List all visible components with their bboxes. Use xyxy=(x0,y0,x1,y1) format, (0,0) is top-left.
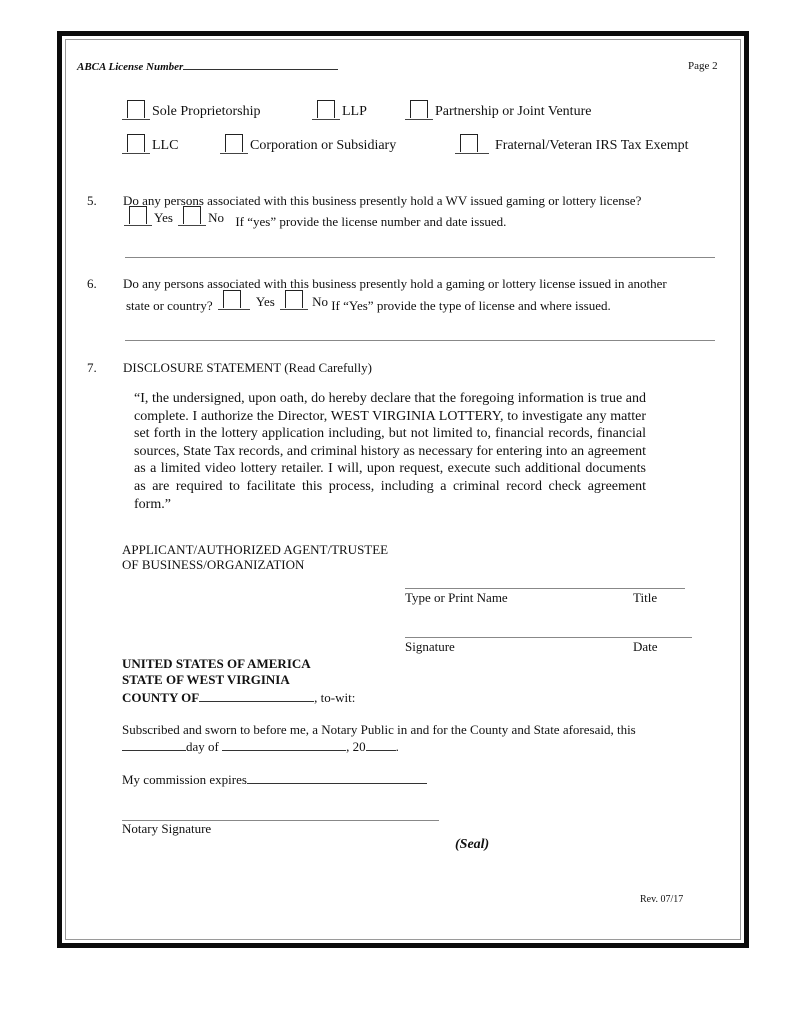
checkbox[interactable] xyxy=(220,134,248,154)
option-label: Sole Proprietorship xyxy=(152,104,261,119)
checkbox[interactable] xyxy=(312,100,340,120)
q6-question-line1: Do any persons associated with this business presently hold a gaming or lottery license issued in another xyxy=(123,276,667,291)
q5-followup: If “yes” provide the license number and date issued. xyxy=(235,214,507,229)
business-type-llc[interactable] xyxy=(122,134,178,159)
option-label: Fraternal/Veteran IRS Tax Exempt xyxy=(495,138,689,153)
q5-no-label: No xyxy=(208,210,225,225)
date-label: Date xyxy=(633,639,658,654)
option-label: LLC xyxy=(152,138,179,153)
checkbox[interactable] xyxy=(122,134,150,154)
q5-question: Do any persons associated with this business presently hold a WV issued gaming or lottery license? xyxy=(123,193,642,208)
q6-answer-row xyxy=(126,290,611,314)
license-number-label: ABCA License Number xyxy=(77,61,184,73)
business-type-fraternal[interactable] xyxy=(455,134,689,159)
business-type-llp[interactable] xyxy=(312,100,367,125)
q6-yes-checkbox[interactable] xyxy=(218,290,250,310)
q5-yes-checkbox[interactable] xyxy=(124,206,152,226)
page-number: Page 2 xyxy=(688,60,718,72)
title-label: Title xyxy=(633,590,658,605)
print-name-label: Type or Print Name xyxy=(405,590,508,605)
business-type-corporation[interactable] xyxy=(220,134,396,159)
commission-label: My commission expires xyxy=(122,772,247,787)
q6-no-label: No xyxy=(312,294,328,309)
q6-answer-line[interactable] xyxy=(125,340,715,341)
notary-state: STATE OF WEST VIRGINIA xyxy=(122,672,290,687)
commission-row xyxy=(122,771,427,788)
q6-followup: If “Yes” provide the type of license and where issued. xyxy=(331,298,611,313)
q5-answer-line[interactable] xyxy=(125,257,715,258)
month-input[interactable] xyxy=(222,738,346,751)
checkbox[interactable] xyxy=(455,134,489,154)
year-prefix: , 20 xyxy=(346,739,366,754)
business-type-partnership[interactable] xyxy=(405,100,591,125)
q5-no-checkbox[interactable] xyxy=(178,206,206,226)
day-of-label: day of xyxy=(186,739,219,754)
license-number-field xyxy=(77,60,338,73)
checkbox[interactable] xyxy=(122,100,150,120)
q5-yes-label: Yes xyxy=(154,210,173,225)
sworn-line1: Subscribed and sworn to before me, a Notary Public in and for the County and State aforesaid, this xyxy=(122,722,636,737)
q6-number: 6. xyxy=(87,276,97,291)
q7-number: 7. xyxy=(87,360,97,375)
day-input[interactable] xyxy=(122,738,186,751)
signature-label: Signature xyxy=(405,639,455,654)
year-input[interactable] xyxy=(366,738,396,751)
option-label: Partnership or Joint Venture xyxy=(435,104,592,119)
business-type-sole-proprietorship[interactable] xyxy=(122,100,261,125)
disclosure-statement: “I, the undersigned, upon oath, do hereby declare that the foregoing information is true and complete. I authorize the Director, WEST VIRGINIA LOTTERY, to investigate any matter set forth in the lottery application including, but not limited to, financial records, financial sources, State Tax records, and criminal history as necessary for entering into an agreement as a limited video lottery retailer. I will, upon request, execute such additional documents as are required to facilitate this process, including a criminal record check agreement form.” xyxy=(134,391,646,512)
notary-country: UNITED STATES OF AMERICA xyxy=(122,656,311,671)
option-label: Corporation or Subsidiary xyxy=(250,138,397,153)
signature-line[interactable] xyxy=(405,637,692,638)
q6-question-line2: state or country? xyxy=(126,298,213,313)
print-name-line[interactable] xyxy=(405,588,685,589)
revision-label: Rev. 07/17 xyxy=(640,894,684,905)
license-number-input[interactable] xyxy=(183,60,338,70)
notary-signature-label: Notary Signature xyxy=(122,821,212,836)
commission-input[interactable] xyxy=(247,771,427,784)
q7-title: DISCLOSURE STATEMENT (Read Carefully) xyxy=(123,360,372,375)
checkbox[interactable] xyxy=(405,100,433,120)
q6-yes-label: Yes xyxy=(255,294,275,309)
option-label: LLP xyxy=(342,104,367,119)
period: . xyxy=(395,739,399,754)
notary-county-row xyxy=(122,689,355,706)
q5-answer-row xyxy=(124,206,506,230)
to-wit: , to-wit: xyxy=(314,690,356,705)
applicant-heading-line1: APPLICANT/AUTHORIZED AGENT/TRUSTEE xyxy=(122,542,389,557)
applicant-heading-line2: OF BUSINESS/ORGANIZATION xyxy=(122,557,305,572)
county-label: COUNTY OF xyxy=(122,690,200,705)
q5-number: 5. xyxy=(87,193,97,208)
q6-no-checkbox[interactable] xyxy=(280,290,308,310)
seal-label: (Seal) xyxy=(455,837,490,852)
sworn-line2 xyxy=(122,738,399,755)
county-input[interactable] xyxy=(199,689,314,702)
